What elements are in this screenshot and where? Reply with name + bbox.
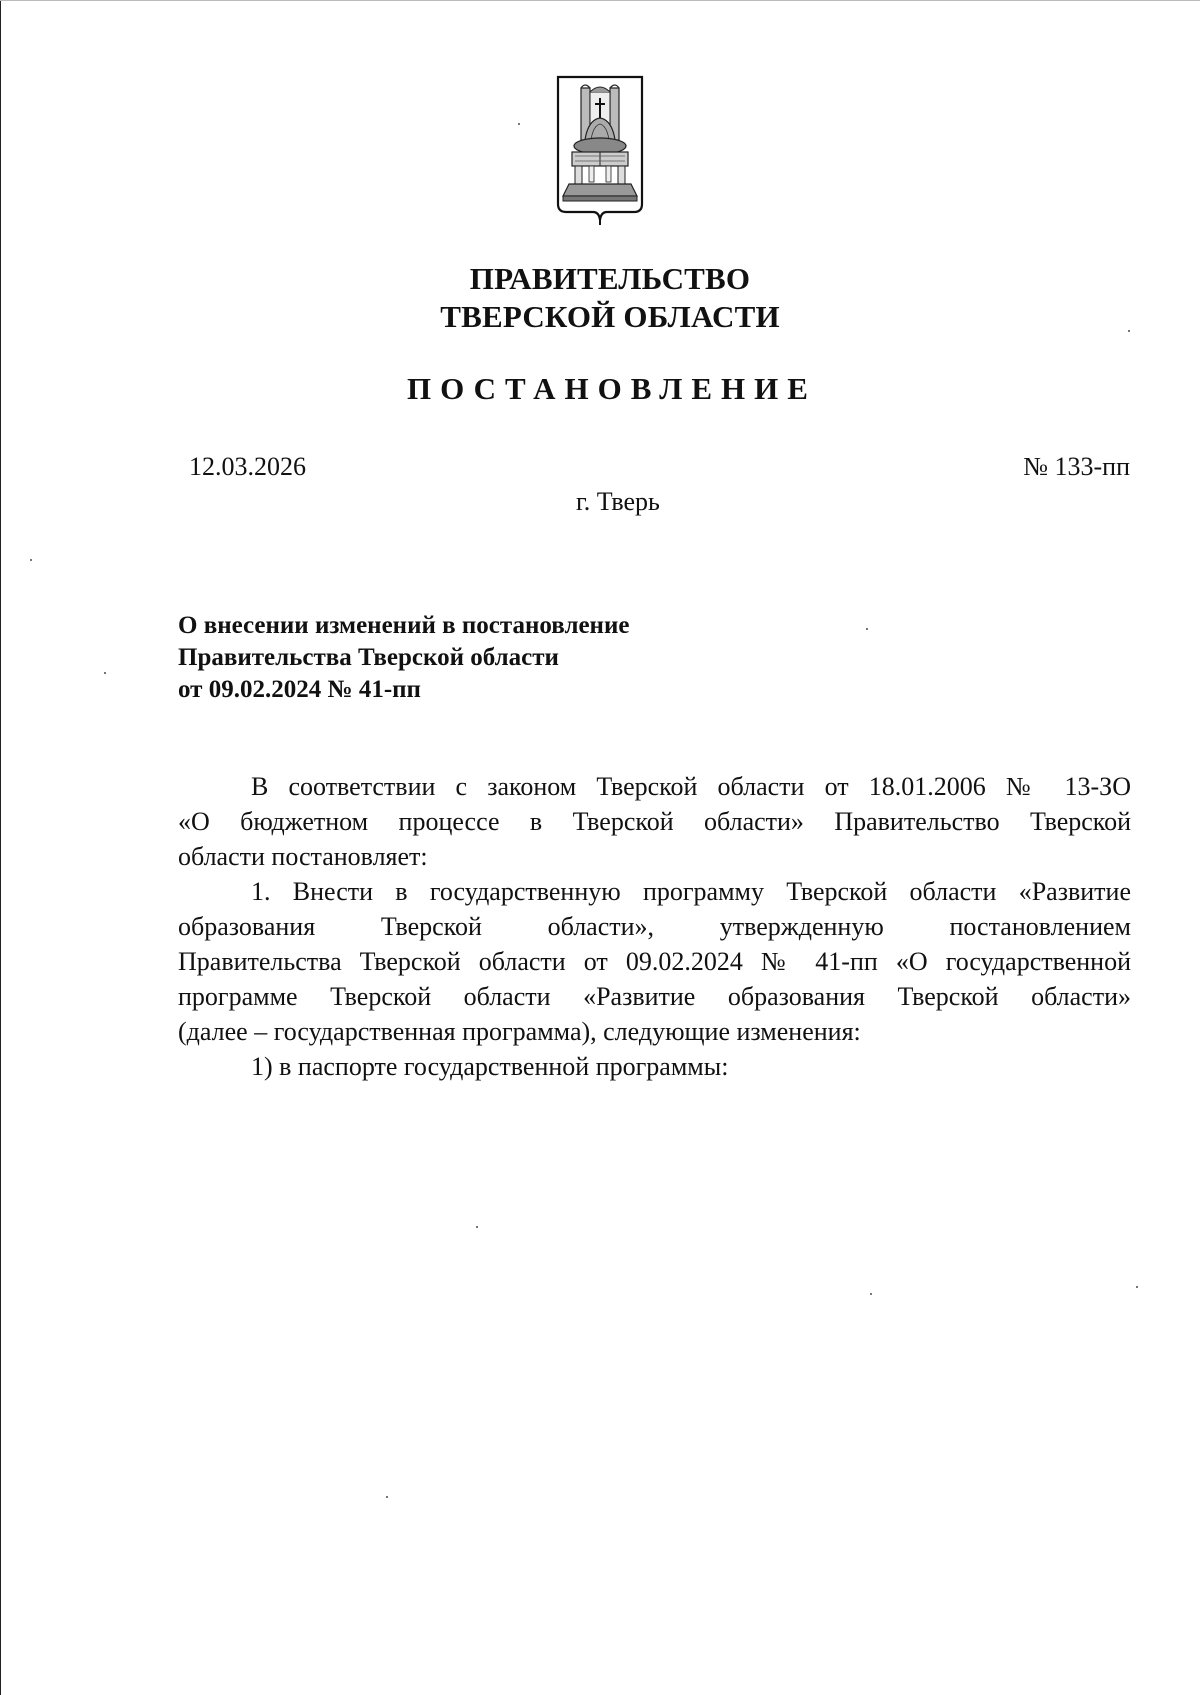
body-line: «О бюджетном процессе в Тверской области» Правительство Тверской	[178, 807, 1131, 836]
scan-speck	[518, 123, 520, 125]
scan-edge-left	[0, 0, 1, 1695]
body-line: 1. Внести в государственную программу Тверской области «Развитие	[251, 877, 1131, 906]
scan-speck	[30, 559, 32, 561]
document-city: г. Тверь	[576, 487, 660, 516]
scan-edge-top	[0, 0, 1200, 1]
scan-speck	[476, 1226, 478, 1228]
document-subject	[178, 610, 629, 706]
document-body	[178, 769, 1131, 1084]
document-date: 12.03.2026	[189, 452, 306, 481]
document-type-title: ПОСТАНОВЛЕНИЕ	[407, 371, 817, 406]
subject-line: Правительства Тверской области	[178, 644, 559, 671]
scan-speck	[1136, 1286, 1138, 1288]
item-1-paragraph	[178, 874, 1131, 1049]
body-line: В соответствии с законом Тверской области от 18.01.2006 № 13-ЗО	[251, 772, 1131, 801]
scan-speck	[386, 1496, 388, 1498]
body-line: (далее – государственная программа), следующие изменения:	[178, 1017, 861, 1046]
body-line: Правительства Тверской области от 09.02.2024 № 41-пп «О государственной	[178, 947, 1131, 976]
subject-line: от 09.02.2024 № 41-пп	[178, 676, 421, 703]
body-line: области постановляет:	[178, 842, 428, 871]
scan-speck	[866, 628, 868, 630]
document-number: № 133-пп	[1023, 452, 1130, 481]
tver-oblast-coat-of-arms-icon	[555, 74, 645, 226]
preamble-paragraph	[178, 769, 1131, 874]
scan-speck	[870, 1293, 872, 1295]
scan-speck	[104, 672, 106, 674]
body-line: образования Тверской области», утвержденную постановлением	[178, 912, 1131, 941]
scan-speck	[1128, 330, 1130, 332]
body-line: 1) в паспорте государственной программы:	[251, 1052, 729, 1081]
authority-name-line2: ТВЕРСКОЙ ОБЛАСТИ	[440, 299, 780, 334]
authority-name-line1: ПРАВИТЕЛЬСТВО	[469, 261, 751, 296]
subject-line: О внесении изменений в постановление	[178, 612, 630, 639]
body-line: программе Тверской области «Развитие образования Тверской области»	[178, 982, 1131, 1011]
subitem-1-paragraph	[178, 1049, 1131, 1084]
